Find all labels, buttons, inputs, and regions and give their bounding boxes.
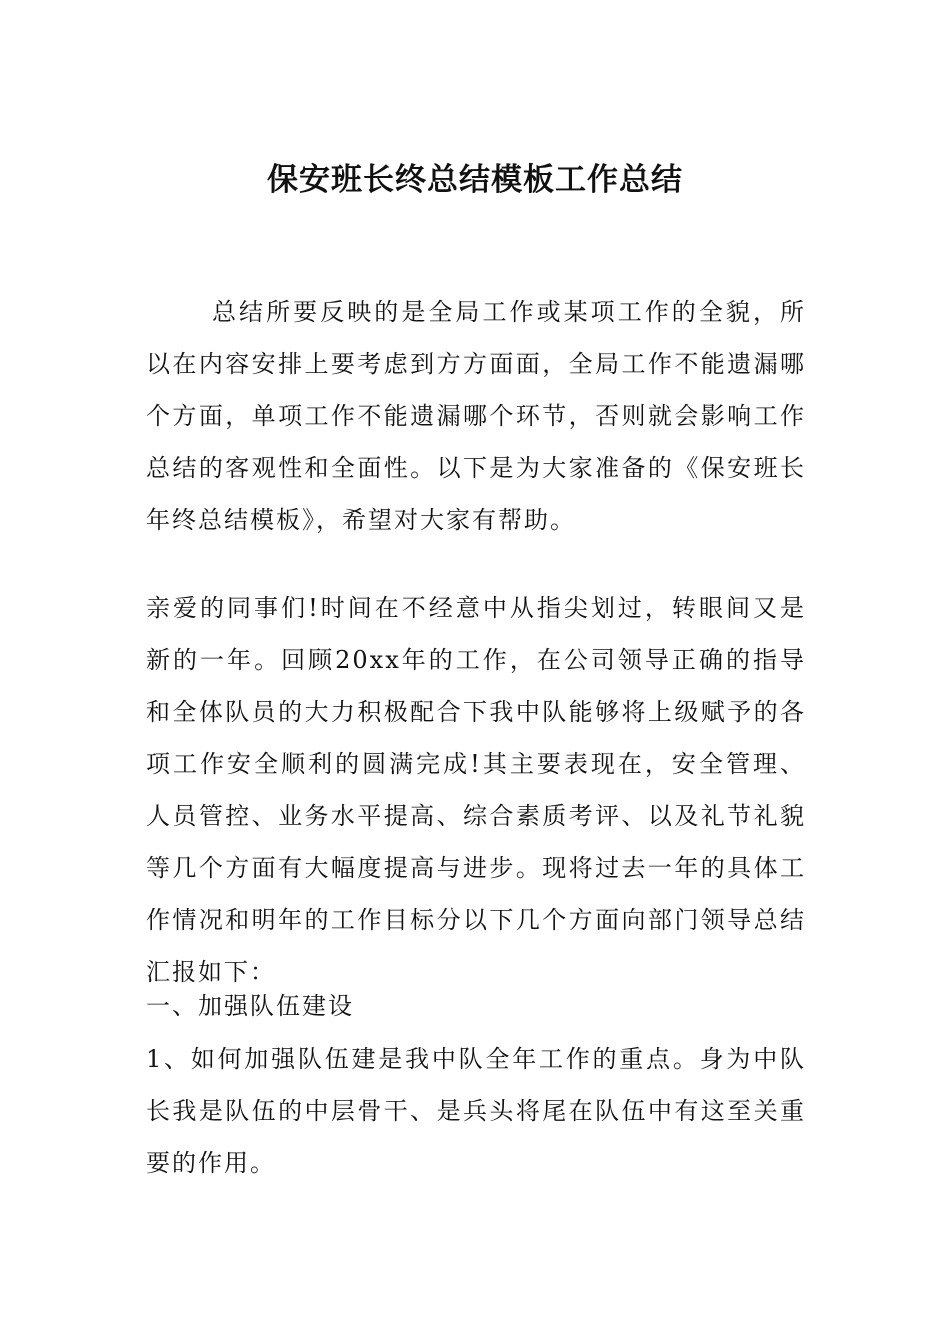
intro-paragraph: 总结所要反映的是全局工作或某项工作的全貌，所以在内容安排上要考虑到方方面面，全局工作不能遗漏哪个方面，单项工作不能遗漏哪个环节，否则就会影响工作总结的客观性和全面性。以下是为大家准备的《保安班长年终总结模板》，希望对大家有帮助。: [146, 298, 806, 534]
section-heading: 一、加强队伍建设: [146, 992, 354, 1020]
section-item-paragraph: 1、如何加强队伍建是我中队全年工作的重点。身为中队长我是队伍的中层骨干、是兵头将尾在队伍中有这至关重要的作用。: [146, 1045, 806, 1177]
document-title: 保安班长终总结模板工作总结: [267, 162, 683, 198]
body-paragraph: 亲爱的同事们!时间在不经意中从指尖划过，转眼间又是新的一年。回顾20xx年的工作，在公司领导正确的指导和全体队员的大力积极配合下我中队能够将上级赋予的各项工作安全顺利的圆满完成!其主要表现在，安全管理、人员管控、业务水平提高、综合素质考评、以及礼节礼貌等几个方面有大幅度提高与进步。现将过去一年的具体工作情况和明年的工作目标分以下几个方面向部门领导总结汇报如下：: [146, 594, 806, 986]
